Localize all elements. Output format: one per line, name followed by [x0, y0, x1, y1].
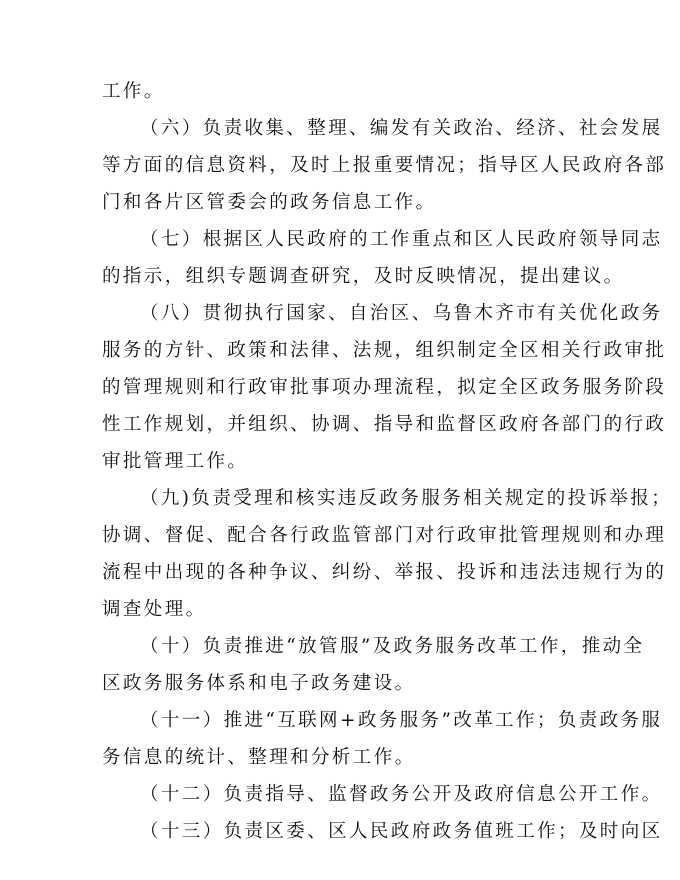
paragraph-line: 区政务服务体系和电子政务建设。 [102, 673, 416, 694]
paragraph-line: 务信息的统计、整理和分析工作。 [102, 747, 416, 768]
paragraph-line: 服务的方针、政策和法律、法规，组织制定全区相关行政审批 [102, 340, 667, 361]
paragraph-line: （十一）推进“互联网+政务服务”改革工作；负责政务服 [140, 710, 663, 731]
paragraph-line: 的管理规则和行政审批事项办理流程，拟定全区政务服务阶段 [102, 377, 667, 398]
paragraph-line: （七）根据区人民政府的工作重点和区人民政府领导同志 [140, 229, 663, 250]
paragraph-line: （八）贯彻执行国家、自治区、乌鲁木齐市有关优化政务 [140, 303, 663, 324]
paragraph-line: 协调、督促、配合各行政监管部门对行政审批管理规则和办理 [102, 525, 667, 546]
paragraph-line: 等方面的信息资料，及时上报重要情况；指导区人民政府各部 [102, 155, 667, 176]
paragraph-line: 的指示，组织专题调查研究，及时反映情况，提出建议。 [102, 266, 625, 287]
paragraph-line: 工作。 [102, 81, 165, 102]
paragraph-line: 门和各片区管委会的政务信息工作。 [102, 192, 437, 213]
paragraph-line: （十三）负责区委、区人民政府政务值班工作；及时向区 [140, 821, 663, 842]
paragraph-line: 审批管理工作。 [102, 451, 249, 472]
paragraph-line: （九)负责受理和核实违反政务服务相关规定的投诉举报； [140, 488, 673, 509]
paragraph-line: （六）负责收集、整理、编发有关政治、经济、社会发展 [140, 118, 663, 139]
paragraph-line: 性工作规划，并组织、协调、指导和监督区政府各部门的行政 [102, 414, 667, 435]
paragraph-line: 调查处理。 [102, 599, 207, 620]
paragraph-line: （十）负责推进“放管服”及政务服务改革工作，推动全 [140, 636, 645, 657]
paragraph-line: （十二）负责指导、监督政务公开及政府信息公开工作。 [140, 784, 663, 805]
paragraph-line: 流程中出现的各种争议、纠纷、举报、投诉和违法违规行为的 [102, 562, 667, 583]
